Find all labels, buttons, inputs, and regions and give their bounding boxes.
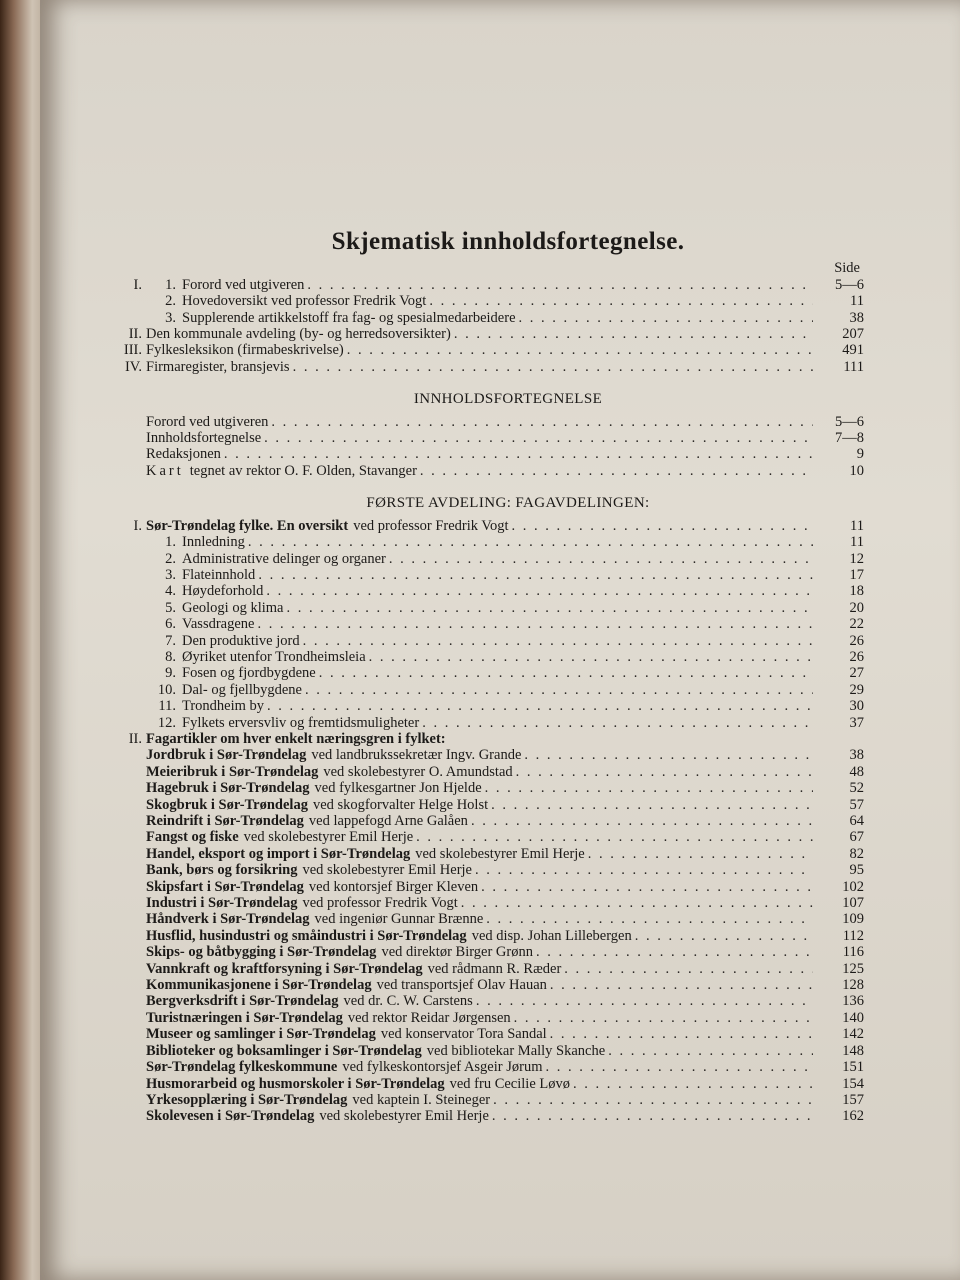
article-author: ved rektor Reidar Jørgensen [347, 1009, 511, 1026]
item-number: 6. [165, 616, 176, 633]
list-item [112, 829, 864, 845]
list-item [112, 342, 864, 358]
schematic-list [112, 277, 864, 375]
page-number: 162 [842, 1108, 864, 1125]
article-author: ved skolebestyrer Emil Herje [319, 1108, 489, 1125]
page-number: 11 [850, 293, 864, 310]
article-subject: Husmorarbeid og husmorskoler i Sør-Trøndelag [146, 1075, 445, 1092]
leader-dots [389, 551, 813, 567]
leader-dots [369, 649, 813, 665]
list-item [112, 1108, 864, 1124]
page-number: 148 [842, 1042, 864, 1059]
roman-numeral: IV. [124, 358, 142, 375]
list-item [112, 649, 864, 665]
leader-dots [519, 310, 814, 326]
list-item [112, 665, 864, 681]
leader-dots [429, 293, 813, 309]
page-number: 20 [849, 599, 864, 616]
item-label: Dal- og fjellbygdene [182, 681, 302, 698]
item-number: 4. [165, 583, 176, 600]
leader-dots [493, 1092, 813, 1108]
item-number: 9. [165, 665, 176, 682]
item-number: 12. [157, 714, 176, 731]
item-number: 2. [165, 550, 176, 567]
part-two [112, 731, 864, 1125]
page-number: 18 [849, 583, 864, 600]
item-label: Redaksjonen [146, 446, 221, 463]
article-subject: Jordbruk i Sør-Trøndelag [146, 747, 307, 764]
article-subject: Skogbruk i Sør-Trøndelag [146, 796, 308, 813]
item-label: Den produktive jord [182, 632, 300, 649]
page-number: 27 [849, 665, 864, 682]
leader-dots [420, 463, 813, 479]
list-item [112, 430, 864, 446]
page-number: 136 [842, 993, 864, 1010]
contents-list [112, 414, 864, 480]
article-author: ved rådmann R. Ræder [427, 960, 562, 977]
page-number: 154 [842, 1075, 864, 1092]
article-subject: Industri i Sør-Trøndelag [146, 895, 298, 912]
list-item [112, 895, 864, 911]
item-label: Supplerende artikkelstoff fra fag- og spesialmedarbeidere [182, 309, 516, 326]
page-number: 142 [842, 1026, 864, 1043]
leader-dots [550, 1026, 813, 1042]
list-item [112, 1010, 864, 1026]
item-number: 1. [165, 276, 176, 293]
list-item [112, 797, 864, 813]
page-number: 107 [842, 895, 864, 912]
article-subject: Bergverksdrift i Sør-Trøndelag [146, 993, 339, 1010]
article-author: ved dr. C. W. Carstens [343, 993, 473, 1010]
article-author: ved landbrukssekretær Ingv. Grande [311, 747, 522, 764]
article-subject: Turistnæringen i Sør-Trøndelag [146, 1009, 343, 1026]
item-label: Fylkesleksikon (firmabeskrivelse) [146, 342, 344, 359]
page-number: 157 [842, 1091, 864, 1108]
page-number: 125 [842, 960, 864, 977]
part-heading [112, 518, 864, 534]
page-number: 116 [842, 944, 864, 961]
list-item [112, 715, 864, 731]
page-number: 11 [850, 517, 864, 534]
part-title: Sør-Trøndelag fylke. En oversikt [146, 517, 349, 534]
list-item [112, 583, 864, 599]
list-item [112, 463, 864, 479]
page-title: Skjematisk innholdsfortegnelse. [331, 228, 685, 255]
article-author: ved konservator Tora Sandal [380, 1026, 547, 1043]
article-author: ved ingeniør Gunnar Brænne [314, 911, 484, 928]
list-item [112, 616, 864, 632]
list-item [112, 567, 864, 583]
page-number: 38 [849, 747, 864, 764]
page-number: 82 [849, 845, 864, 862]
page-number: 38 [849, 309, 864, 326]
list-item [112, 977, 864, 993]
page-number: 57 [849, 796, 864, 813]
article-author: ved kontorsjef Birger Kleven [308, 878, 479, 895]
list-item [112, 326, 864, 342]
article-subject: Handel, eksport og import i Sør-Trøndelag [146, 845, 411, 862]
list-item [112, 1076, 864, 1092]
page-number: 12 [849, 550, 864, 567]
item-label: Geologi og klima [182, 599, 284, 616]
list-item [112, 862, 864, 878]
list-item [112, 846, 864, 862]
article-author: ved transportsjef Olav Hauan [376, 977, 547, 994]
list-item [112, 359, 864, 375]
page-number: 109 [842, 911, 864, 928]
article-subject: Kommunikasjonene i Sør-Trøndelag [146, 977, 372, 994]
leader-dots [492, 1108, 813, 1124]
part-title: Fagartikler om hver enkelt næringsgren i fylket: [146, 730, 446, 747]
item-label: Firmaregister, bransjevis [146, 358, 290, 375]
list-item [112, 747, 864, 763]
item-label: Innledning [182, 534, 245, 551]
item-number: 2. [165, 293, 176, 310]
leader-dots [287, 600, 814, 616]
article-author: ved skogforvalter Helge Holst [312, 796, 489, 813]
list-item [112, 446, 864, 462]
article-author: ved skolebestyrer O. Amundstad [323, 763, 513, 780]
leader-dots [303, 633, 813, 649]
leader-dots [248, 534, 813, 550]
part-one-items [112, 534, 864, 731]
page-number: 111 [843, 358, 864, 375]
page-number: 64 [849, 813, 864, 829]
leader-dots [347, 342, 813, 358]
leader-dots [573, 1076, 813, 1092]
leader-dots [588, 846, 813, 862]
list-item [112, 993, 864, 1009]
article-subject: Vannkraft og kraftforsyning i Sør-Trøndelag [146, 960, 423, 977]
page-number: 29 [849, 681, 864, 698]
item-label: Flateinnhold [182, 566, 256, 583]
leader-dots [516, 764, 813, 780]
item-label: Forord ved utgiveren [182, 276, 305, 293]
list-item [112, 813, 864, 829]
article-author: ved professor Fredrik Vogt [302, 895, 458, 912]
article-subject: Husflid, husindustri og småindustri i Sør-Trøndelag [146, 927, 467, 944]
leader-dots [486, 911, 813, 927]
item-label: Fosen og fjordbygdene [182, 665, 316, 682]
leader-dots [307, 277, 813, 293]
article-author: ved fylkeskontorsjef Asgeir Jørum [342, 1059, 543, 1076]
side-column-header: Side [834, 260, 860, 277]
leader-dots [267, 698, 813, 714]
list-item [112, 911, 864, 927]
leader-dots [481, 879, 813, 895]
item-label: Høydeforhold [182, 583, 264, 600]
article-author: ved kaptein I. Steineger [352, 1091, 491, 1108]
list-item [112, 944, 864, 960]
article-author: ved skolebestyrer Emil Herje [302, 862, 472, 879]
part-one [112, 518, 864, 731]
list-item [112, 961, 864, 977]
map-label: Kart [146, 462, 184, 479]
article-author: ved disp. Johan Lillebergen [471, 927, 632, 944]
page-number: 491 [842, 342, 864, 359]
leader-dots [536, 944, 813, 960]
article-author: ved fylkesgartner Jon Hjelde [314, 780, 482, 797]
roman-numeral: III. [123, 342, 142, 359]
item-number: 1. [165, 534, 176, 551]
list-item [112, 780, 864, 796]
page-number: 102 [842, 878, 864, 895]
list-item [112, 277, 864, 293]
list-item [112, 1043, 864, 1059]
item-label: tegnet av rektor O. F. Olden, Stavanger [189, 462, 417, 479]
leader-dots [264, 430, 813, 446]
leader-dots [514, 1010, 813, 1026]
article-subject: Sør-Trøndelag fylkeskommune [146, 1059, 338, 1076]
item-label: Innholdsfortegnelse [146, 430, 262, 447]
leader-dots [471, 813, 813, 829]
table-of-contents [112, 228, 864, 1125]
list-item [112, 928, 864, 944]
list-item [112, 1026, 864, 1042]
page-number: 140 [842, 1009, 864, 1026]
leader-dots [476, 993, 813, 1009]
list-item [112, 1092, 864, 1108]
page-number: 10 [849, 462, 864, 479]
roman-numeral: I. [133, 276, 142, 293]
part-author: ved professor Fredrik Vogt [353, 517, 509, 534]
item-number: 8. [165, 648, 176, 665]
item-label: Trondheim by [182, 698, 265, 715]
list-item [112, 764, 864, 780]
leader-dots [271, 414, 813, 430]
item-number: 3. [165, 309, 176, 326]
list-item [112, 293, 864, 309]
article-subject: Fangst og fiske [146, 829, 239, 846]
page-number: 5—6 [835, 413, 864, 430]
article-author: ved skolebestyrer Emil Herje [415, 845, 585, 862]
leader-dots [461, 895, 813, 911]
list-item [112, 682, 864, 698]
item-number: 3. [165, 566, 176, 583]
page-number: 67 [849, 829, 864, 846]
article-author: ved skolebestyrer Emil Herje [243, 829, 414, 846]
leader-dots [422, 715, 813, 731]
page-number: 17 [849, 566, 864, 583]
page-number: 26 [849, 648, 864, 665]
page-number: 9 [856, 446, 864, 463]
article-subject: Bank, børs og forsikring [146, 862, 298, 879]
article-subject: Skolevesen i Sør-Trøndelag [146, 1108, 315, 1125]
article-author: ved lappefogd Arne Galåen [308, 813, 468, 829]
page-number: 112 [842, 927, 864, 944]
leader-dots [319, 665, 813, 681]
list-item [112, 1059, 864, 1075]
item-label: Hovedoversikt ved professor Fredrik Vogt [182, 293, 427, 310]
item-label: Forord ved utgiveren [146, 413, 269, 430]
article-subject: Håndverk i Sør-Trøndelag [146, 911, 310, 928]
list-item [112, 551, 864, 567]
leader-dots [266, 583, 813, 599]
item-number: 7. [165, 632, 176, 649]
roman-numeral: I. [133, 517, 142, 534]
item-label: Fylkets erversvliv og fremtidsmuligheter [182, 714, 420, 731]
leader-dots [258, 567, 813, 583]
article-subject: Skipsfart i Sør-Trøndelag [146, 878, 304, 895]
leader-dots [564, 961, 813, 977]
leader-dots [491, 797, 813, 813]
list-item [112, 534, 864, 550]
article-subject: Museer og samlinger i Sør-Trøndelag [146, 1026, 376, 1043]
page-number: 95 [849, 862, 864, 879]
item-number: 5. [165, 599, 176, 616]
leader-dots [545, 1059, 813, 1075]
page-number: 5—6 [835, 276, 864, 293]
page-number: 151 [842, 1059, 864, 1076]
item-label: Øyriket utenfor Trondheimsleia [182, 648, 366, 665]
page-number: 22 [849, 616, 864, 633]
list-item [112, 633, 864, 649]
article-author: ved bibliotekar Mally Skanche [426, 1042, 606, 1059]
first-section-heading: FØRSTE AVDELING: FAGAVDELINGEN: [366, 495, 650, 512]
leader-dots [416, 829, 813, 845]
leader-dots [293, 359, 813, 375]
leader-dots [475, 862, 813, 878]
article-subject: Skips- og båtbygging i Sør-Trøndelag [146, 944, 377, 961]
article-subject: Hagebruk i Sør-Trøndelag [146, 780, 310, 797]
page-number: 26 [849, 632, 864, 649]
article-subject: Yrkesopplæring i Sør-Trøndelag [146, 1091, 348, 1108]
item-label: Administrative delinger og organer [182, 550, 386, 567]
book-page [40, 0, 960, 1280]
leader-dots [454, 326, 813, 342]
item-label: Vassdragene [182, 616, 255, 633]
page-number: 128 [842, 977, 864, 994]
list-item [112, 698, 864, 714]
roman-numeral: II. [128, 730, 142, 747]
page-number: 30 [849, 698, 864, 715]
leader-dots [635, 928, 813, 944]
item-label: Den kommunale avdeling (by- og herredsoversikter) [146, 326, 451, 343]
article-subject: Meieribruk i Sør-Trøndelag [146, 763, 319, 780]
page-number: 37 [849, 714, 864, 731]
list-item [112, 879, 864, 895]
page-number: 207 [842, 326, 864, 343]
part-two-items [112, 747, 864, 1124]
leader-dots [485, 780, 813, 796]
leader-dots [550, 977, 813, 993]
leader-dots [608, 1043, 813, 1059]
contents-heading: INNHOLDSFORTEGNELSE [413, 391, 603, 408]
list-item [112, 310, 864, 326]
leader-dots [305, 682, 813, 698]
leader-dots [257, 616, 813, 632]
article-author: ved fru Cecilie Løvø [449, 1075, 570, 1092]
article-subject: Reindrift i Sør-Trøndelag [146, 813, 304, 829]
page-number: 48 [849, 763, 864, 780]
list-item [112, 600, 864, 616]
page-number: 52 [849, 780, 864, 797]
page-number: 11 [850, 534, 864, 551]
list-item [112, 414, 864, 430]
leader-dots [224, 446, 813, 462]
leader-dots [512, 518, 813, 534]
item-number: 10. [157, 681, 176, 698]
page-number: 7—8 [835, 430, 864, 447]
roman-numeral: II. [128, 326, 142, 343]
article-author: ved direktør Birger Grønn [381, 944, 533, 961]
part-heading [112, 731, 864, 747]
item-number: 11. [158, 698, 176, 715]
leader-dots [524, 747, 813, 763]
article-subject: Biblioteker og boksamlinger i Sør-Trøndelag [146, 1042, 422, 1059]
